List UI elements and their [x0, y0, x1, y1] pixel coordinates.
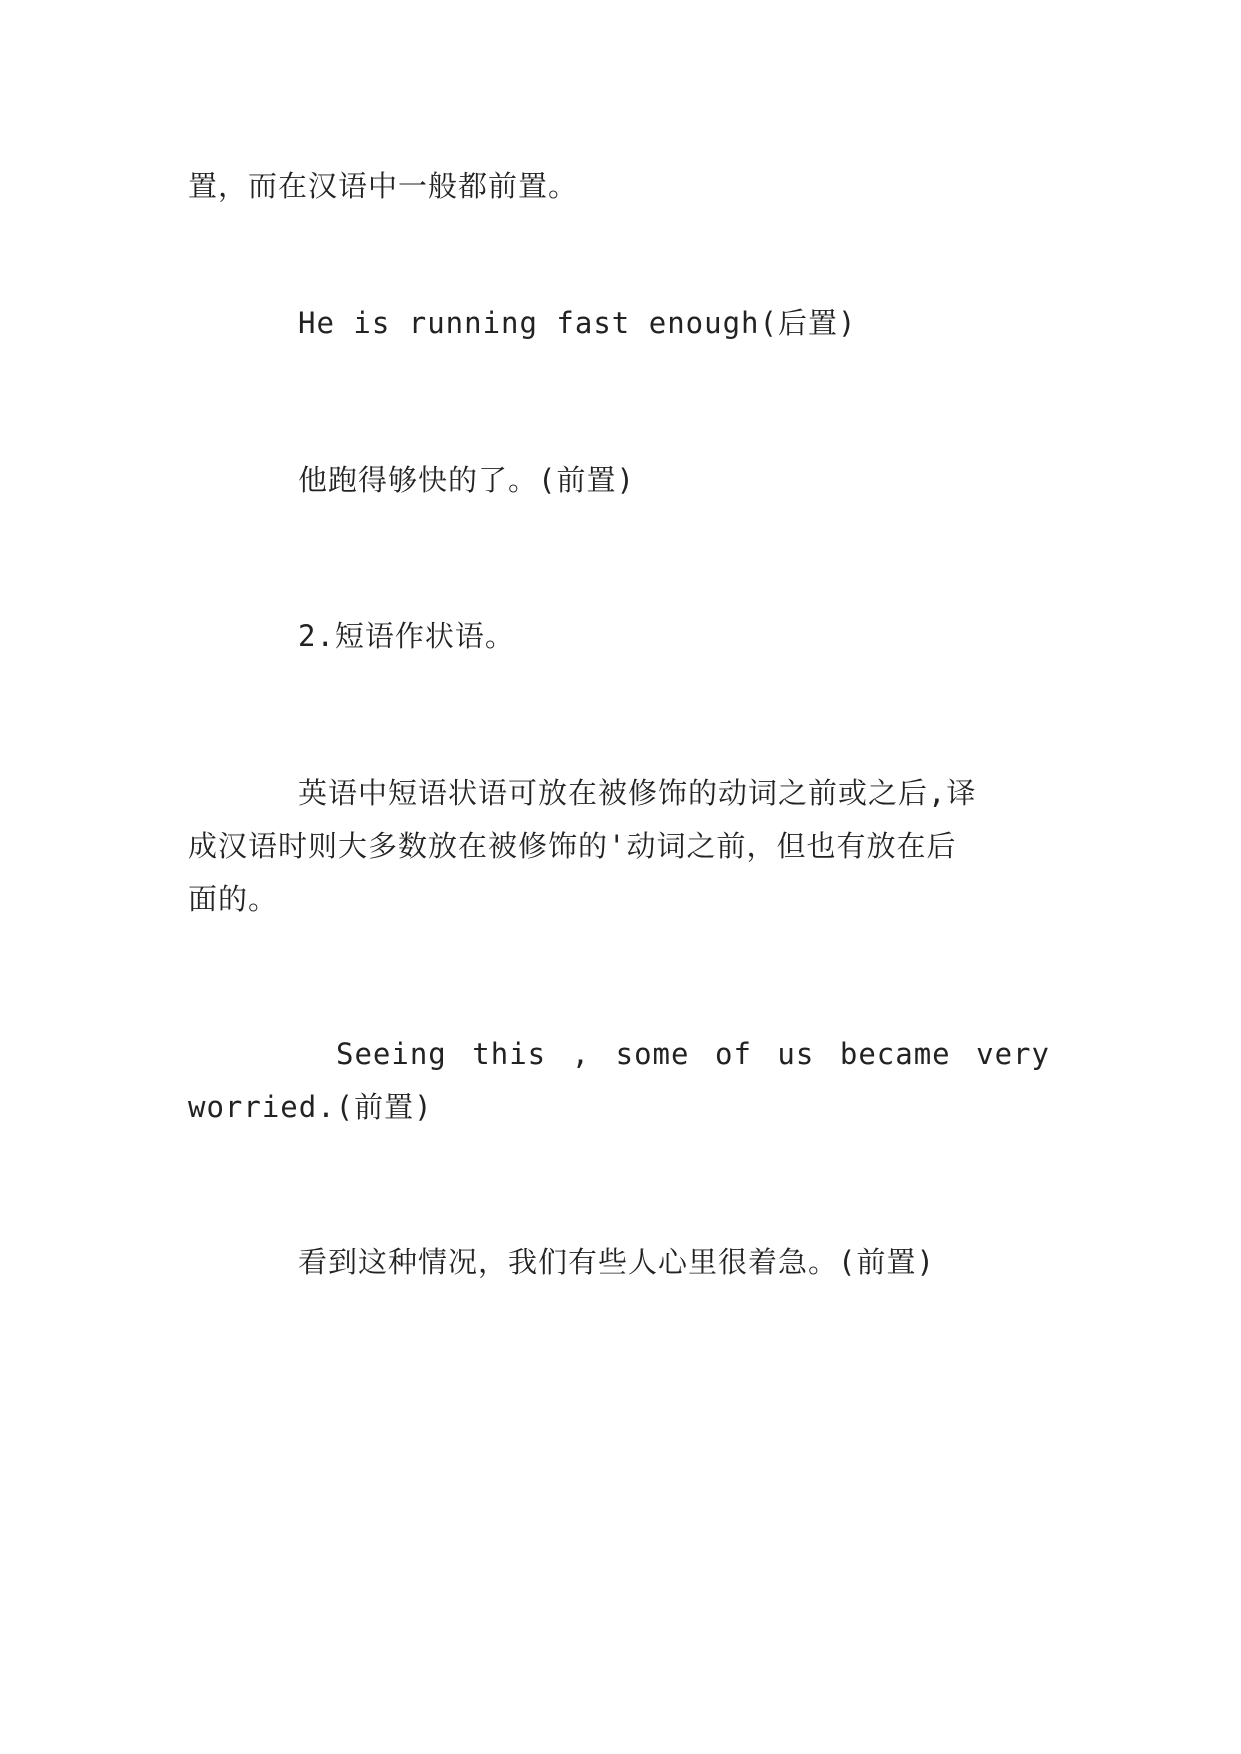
word: Seeing [336, 1037, 447, 1071]
word: us [777, 1037, 815, 1071]
explanation-line-2: 成汉语时则大多数放在被修饰的'动词之前，但也有放在后 [188, 829, 957, 863]
word: of [714, 1037, 752, 1071]
paragraph-continuation: 置，而在汉语中一般都前置。 [188, 169, 579, 203]
example-english-1: He is running fast enough(后置) [298, 306, 857, 340]
word: became [839, 1037, 951, 1071]
word: this [472, 1037, 547, 1071]
section-heading-2: 2.短语作状语。 [298, 619, 515, 653]
example-chinese-1: 他跑得够快的了。(前置) [298, 463, 635, 497]
example-english-2-line-2: worried.(前置) [188, 1090, 433, 1124]
explanation-line-3: 面的。 [188, 882, 279, 916]
explanation-line-1: 英语中短语状语可放在被修饰的动词之前或之后,译 [298, 776, 977, 810]
word: very [976, 1037, 1050, 1071]
word: some [615, 1037, 690, 1071]
example-english-2-line-1 [188, 1025, 1050, 1083]
example-chinese-2: 看到这种情况，我们有些人心里很着急。(前置) [298, 1245, 935, 1279]
word: , [571, 1037, 591, 1071]
